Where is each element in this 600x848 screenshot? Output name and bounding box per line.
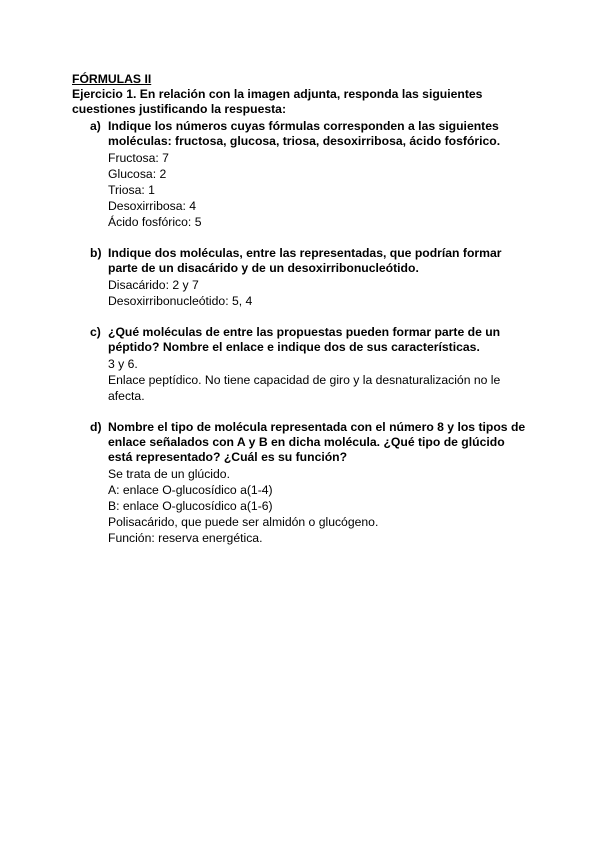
answer-line: A: enlace O-glucosídico a(1-4)	[108, 483, 273, 497]
answer-list	[108, 466, 532, 546]
answer-line: Enlace peptídico. No tiene capacidad de giro y la desnaturalización no le afecta.	[108, 373, 501, 403]
exercise-intro: Ejercicio 1. En relación con la imagen adjunta, responda las siguientes cuestiones justificando la respuesta:	[72, 87, 483, 116]
answer-line: Función: reserva energética.	[108, 531, 263, 545]
answer-line: B: enlace O-glucosídico a(1-6)	[108, 499, 273, 513]
question-letter: c)	[90, 325, 101, 339]
document-title: FÓRMULAS II	[72, 72, 152, 86]
question-text: Indique dos moléculas, entre las representadas, que podrían formar parte de un disacárido y de un desoxirribonucleótido.	[108, 246, 502, 275]
question-c	[72, 325, 532, 404]
answer-line: Polisacárido, que puede ser almidón o glucógeno.	[108, 515, 379, 529]
question-text: Indique los números cuyas fórmulas corresponden a las siguientes moléculas: fructosa, glucosa, triosa, desoxirribosa, ácido fosfórico.	[108, 119, 501, 148]
answer-line: Glucosa: 2	[108, 167, 167, 181]
answer-line: Desoxirribonucleótido: 5, 4	[108, 294, 253, 308]
answer-line: Desoxirribosa: 4	[108, 199, 197, 213]
question-a	[72, 119, 532, 230]
question-letter: d)	[90, 420, 102, 434]
question-b	[72, 246, 532, 309]
answer-line: Ácido fosfórico: 5	[108, 215, 202, 229]
question-letter: b)	[90, 246, 102, 260]
answer-list	[108, 356, 532, 404]
answer-line: Se trata de un glúcido.	[108, 467, 230, 481]
answer-line: Disacárido: 2 y 7	[108, 278, 199, 292]
question-letter: a)	[90, 119, 101, 133]
answer-list	[108, 277, 532, 309]
answer-line: Fructosa: 7	[108, 151, 169, 165]
answer-list	[108, 150, 532, 230]
answer-line: Triosa: 1	[108, 183, 155, 197]
question-text: ¿Qué moléculas de entre las propuestas pueden formar parte de un péptido? Nombre el enlace e indique dos de sus características.	[108, 325, 501, 354]
question-d	[72, 420, 532, 546]
question-text: Nombre el tipo de molécula representada con el número 8 y los tipos de enlace señalados con A y B en dicha molécula. ¿Qué tipo de glúcido está representado? ¿Cuál es su función?	[108, 420, 526, 464]
document-page	[72, 72, 532, 546]
answer-line: 3 y 6.	[108, 357, 138, 371]
question-list	[72, 119, 532, 546]
